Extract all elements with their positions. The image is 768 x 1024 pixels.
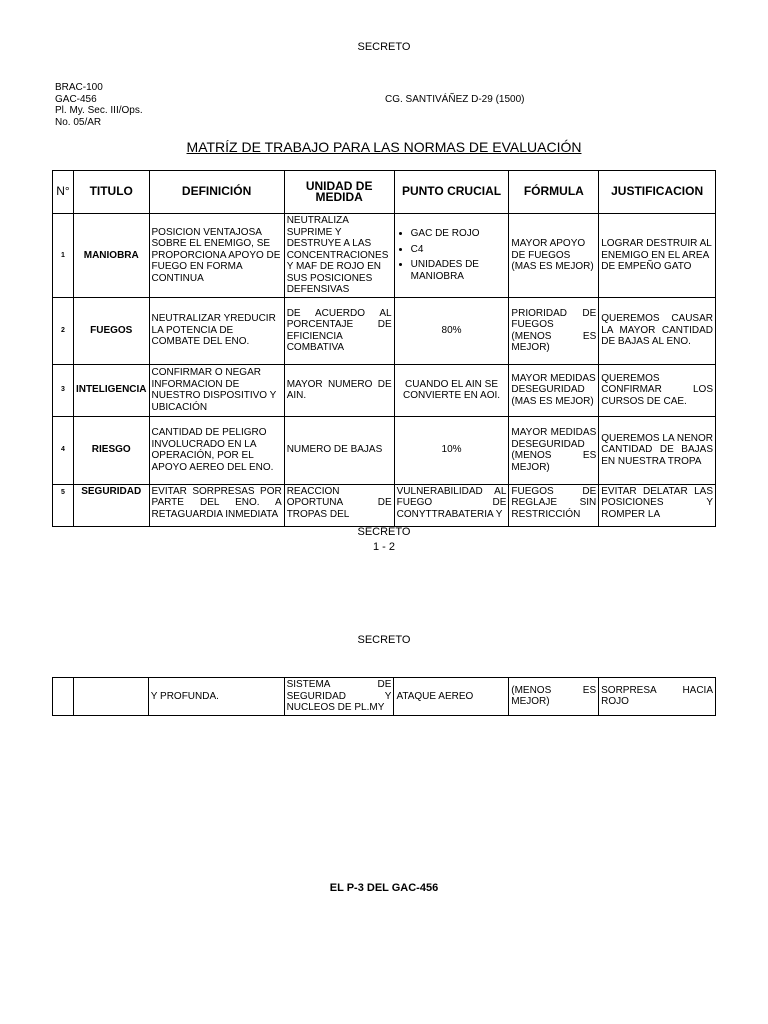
row-unit: REACCION OPORTUNA DE TROPAS DEL	[284, 484, 394, 526]
row-definition: CONFIRMAR O NEGAR INFORMACION DE NUESTRO DISPOSITIVO Y UBICACIÓN	[149, 364, 284, 416]
document-title: MATRÍZ DE TRABAJO PARA LAS NORMAS DE EVALUACIÓN	[186, 139, 582, 155]
table-row	[53, 416, 716, 484]
row-title: INTELIGENCIA	[73, 364, 149, 416]
page-number: 1 - 2	[372, 541, 395, 553]
reference-line: No. 05/AR	[55, 116, 102, 128]
row-formula: MAYOR MEDIDAS DESEGURIDAD (MAS ES MEJOR)	[509, 364, 599, 416]
row-crucial-point: ATAQUE AEREO	[394, 678, 509, 716]
row-justification: LOGRAR DESTRUIR AL ENEMIGO EN EL AREA DE EMPEÑO GATO	[599, 214, 716, 298]
row-number	[53, 678, 74, 716]
row-unit: MAYOR NUMERO DE AIN.	[284, 364, 394, 416]
row-formula: FUEGOS DE REGLAJE SIN RESTRICCIÓN	[509, 484, 599, 526]
list-item: • GAC DE ROJO	[411, 228, 507, 240]
row-formula: (MENOS ES MEJOR)	[509, 678, 599, 716]
row-title: MANIOBRA	[73, 214, 149, 298]
row-definition: CANTIDAD DE PELIGRO INVOLUCRADO EN LA OPERACIÓN, POR EL APOYO AEREO DEL ENO.	[149, 416, 284, 484]
location-reference: CG. SANTIVÁÑEZ D-29 (1500)	[385, 94, 525, 105]
row-formula: PRIORIDAD DE FUEGOS (MENOS ES MEJOR)	[509, 297, 599, 364]
header-cell: UNIDAD DE MEDIDA	[284, 171, 394, 214]
row-definition: POSICION VENTAJOSA SOBRE EL ENEMIGO, SE PROPORCIONA APOYO DE FUEGO EN FORMA CONTINUA	[149, 214, 284, 298]
reference-line: BRAC-100	[55, 82, 103, 93]
table-header-row	[53, 171, 716, 214]
row-definition: EVITAR SORPRESAS POR PARTE DEL ENO. A RETAGUARDIA INMEDIATA	[149, 484, 284, 526]
row-definition: Y PROFUNDA.	[148, 678, 284, 716]
row-justification: SORPRESA HACIA ROJO	[599, 678, 716, 716]
table-row	[53, 214, 716, 298]
crucial-point-list	[397, 228, 507, 282]
row-number: 1	[53, 214, 74, 298]
row-justification: QUEREMOS LA NENOR CANTIDAD DE BAJAS EN NUESTRA TROPA	[599, 416, 716, 484]
row-title	[73, 678, 148, 716]
list-item: • UNIDADES DE MANIOBRA	[411, 259, 507, 282]
row-unit: NUMERO DE BAJAS	[284, 416, 394, 484]
row-crucial-point: CUANDO EL AIN SE CONVIERTE EN AOI.	[394, 364, 509, 416]
table-row	[53, 364, 716, 416]
row-number: 2	[53, 297, 74, 364]
table-row	[53, 484, 716, 526]
row-crucial-point: 10%	[394, 416, 509, 484]
row-crucial-point: VULNERABILIDAD AL FUEGO DE CONYTTRABATERIA Y	[394, 484, 509, 526]
table-row	[53, 297, 716, 364]
document-reference	[55, 82, 143, 128]
header-cell: DEFINICIÓN	[149, 171, 284, 214]
list-item: • C4	[411, 244, 507, 256]
classification-header-page-2: SECRETO	[357, 634, 411, 646]
row-justification: EVITAR DELATAR LAS POSICIONES Y ROMPER LA	[599, 484, 716, 526]
row-number: 4	[53, 416, 74, 484]
row-number: 5	[53, 484, 74, 526]
row-justification: QUEREMOS CAUSAR LA MAYOR CANTIDAD DE BAJAS AL ENO.	[599, 297, 716, 364]
row-justification: QUEREMOS CONFIRMAR LOS CURSOS DE CAE.	[599, 364, 716, 416]
row-definition: NEUTRALIZAR YREDUCIR LA POTENCIA DE COMBATE DEL ENO.	[149, 297, 284, 364]
row-formula: MAYOR APOYO DE FUEGOS (MAS ES MEJOR)	[509, 214, 599, 298]
row-unit: NEUTRALIZA SUPRIME Y DESTRUYE A LAS CONCENTRACIONES Y MAF DE ROJO EN SUS POSICIONES DEFENSIVAS	[284, 214, 394, 298]
reference-line: GAC-456	[55, 93, 97, 105]
evaluation-matrix-table	[52, 170, 716, 527]
header-cell: N°	[53, 171, 74, 214]
reference-line: Pl. My. Sec. III/Ops.	[55, 105, 143, 116]
classification-footer: SECRETO	[357, 526, 411, 538]
header-cell: FÓRMULA	[509, 171, 599, 214]
evaluation-matrix-continuation	[52, 677, 716, 716]
row-crucial-point	[394, 214, 509, 298]
header-cell: PUNTO CRUCIAL	[394, 171, 509, 214]
row-unit: SISTEMA DE SEGURIDAD Y NUCLEOS DE PL.MY	[284, 678, 394, 716]
row-title: FUEGOS	[73, 297, 149, 364]
row-unit: DE ACUERDO AL PORCENTAJE DE EFICIENCIA COMBATIVA	[284, 297, 394, 364]
row-number: 3	[53, 364, 74, 416]
header-cell: TITULO	[73, 171, 149, 214]
table-row	[53, 678, 716, 716]
row-formula: MAYOR MEDIDAS DESEGURIDAD (MENOS ES MEJOR)	[509, 416, 599, 484]
header-cell: JUSTIFICACION	[599, 171, 716, 214]
classification-header: SECRETO	[357, 41, 411, 53]
signature-line: EL P-3 DEL GAC-456	[329, 882, 439, 894]
row-title: SEGURIDAD	[73, 484, 149, 526]
row-title: RIESGO	[73, 416, 149, 484]
row-crucial-point: 80%	[394, 297, 509, 364]
